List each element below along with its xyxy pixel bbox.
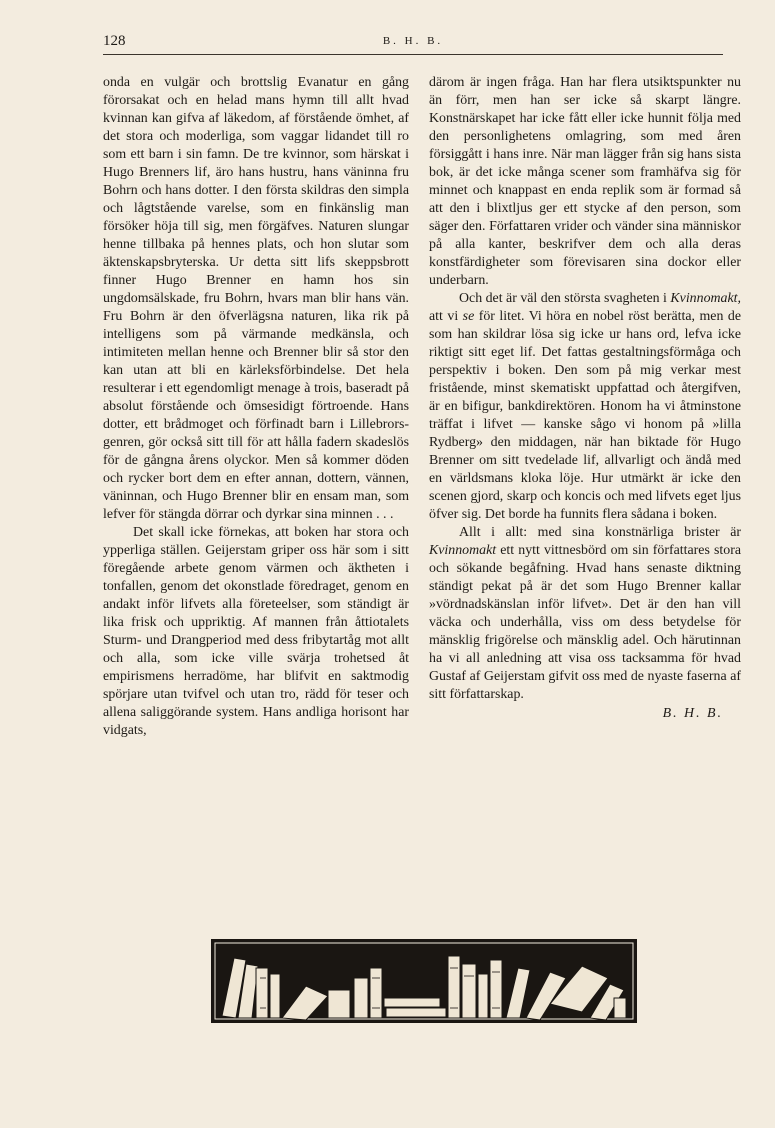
books-illustration-icon (210, 938, 638, 1024)
book-title: Kvinnomakt, (670, 291, 741, 306)
books-vignette-illustration (210, 938, 638, 1024)
right-paragraph-1: därom är ingen fråga. Han har flera utsiktspunkter nu än förr, men han ser icke så skarpt längre. Konstnärskapet har icke fått eller icke hunnit följa med den personlighetens omlagring, som med åren försiggått i hans inre. När man lägger från sig hans sista bok, är det icke många scener som framhäfva sig för minnet och knappast en enda replik som är formad så att den i blixtljus ger ett stycke af den person, som säger den. Författaren vrider och vänder sina människor på alla kanter, beskrifver dem och alla deras konstfärdigheter som förevisaren sina dockor eller underbarn. (429, 75, 741, 288)
running-head: B. H. B. (382, 35, 444, 47)
right-paragraph-3 (429, 524, 741, 704)
page-number: 128 (103, 33, 126, 49)
right-paragraph-2-text-a: Och det är väl den största svagheten i (459, 291, 671, 306)
right-paragraph-2 (429, 290, 741, 524)
right-paragraph-3-text-a: Allt i allt: med sina konstnärliga brister är (459, 525, 741, 540)
header-rule (103, 54, 723, 55)
right-column (429, 74, 741, 723)
right-paragraph-3-text-b: ett nytt vittnesbörd om sin författares stora och sökande begåfning. Hvad hans senaste diktning ständigt pekat på är det som Hugo Brenner kallar »vördnadskänslan inför lifvet». Det är den han vill väcka och underhålla, viss om dess betydelse för mänsklig frigörelse och mänsklig adel. Och härutinnan ha vi all anledning att visa oss tacksamma för hvad Gustaf af Geijerstam gifvit oss med de nyaste faserna af sitt författarskap. (429, 543, 741, 702)
author-signature: B. H. B. (662, 706, 723, 721)
right-paragraph-2-text-c: för litet. Vi höra en nobel röst berätta, men de som han skildrar lösa sig icke ur hans ord, lefva icke riktigt sitt eget lif. Det fattas gestaltningsförmåga och perspektiv i boken. Den som på mig verkar mest fristående, minst skematiskt uppfattad och återgifven, är en bifigur, bankdirektören. Honom ha vi åtminstone träffat i lifvet — kanske sågo vi honom på »lilla Rydberg» den middagen, när han biktade för Hugo Brenner om sitt tvedelade lif, allvarligt och ändå med en världsmans kloka löje. Hur utmärkt är icke den scenen gjord, skarp och koncis och med lifvets eget ljus öfver sig. Det borde ha funnits flera sådana i boken. (429, 309, 741, 522)
emphasis-se: se (462, 309, 475, 324)
left-paragraph-2: Det skall icke förnekas, att boken har stora och ypperliga ställen. Geijerstam griper oss här som i sitt föregående arbete genom värmen och äktheten i tonfallen, genom det okonstlade föredraget, genom en andakt inför lifvets alla företeelser, som ständigt är lika frisk och uppriktig. Af mannen från åttiotalets Sturm- und Drangperiod med dess fribytartåg mot allt och alla, som icke ville svärja trohetsed åt empirismens herradöme, har blifvit en saktmodig spörjare utan tvifvel och utan tro, rädd för teser och allena saliggörande system. Hans andliga horisont har vidgats, (103, 525, 409, 738)
book-title: Kvinnomakt (429, 543, 497, 558)
page-header (103, 33, 723, 55)
right-paragraph-2-text-b: att vi (429, 309, 463, 324)
left-column (103, 74, 409, 740)
left-paragraph-1: onda en vulgär och brottslig Evanatur en gång förorsakat och en helad mans hymn till allt hvad kvinnan kan gifva af läkedom, af förstående ömhet, af det stora och moderliga, som vaggar lidandet till ro som ett barn i sin famn. De tre kvinnor, som härskat i Hugo Brenners lif, äro hans hustru, hans väninna fru Bohrn och hans dotter. I den första skildras den simpla och lågtstående varelse, som en finkänslig man försöker höja till sig, men förgäfves. Naturen slungar henne tillbaka på hennes plats, och hon slutar som äktenskapsbryterska. Ur detta sitt lifs skeppsbrott finner Hugo Brenner en hamn hos sin ungdomsälskade, fru Bohrn, hvars man blir hans vän. Fru Bohrn är den öfverlägsna naturen, lika rik på intelligens som på värmande medkänsla, och intimiteten mellan henne och Brenner blir så stor den kan utan att bli en kärleksförbindelse. Det hela resulterar i ett egendomligt menage à trois, baseradt på absolut förstående och ömsesidigt förtroende. Hans dotter, ett brådmoget och förfinadt barn i Lillebrors-genren, gör också sitt till för att hålla fadern skadeslös för de gångna årens olyckor. Men så kommer döden och rycker bort dem en efter annan, dottern, vännen, väninnan, och Hugo Brenner blir en ensam man, som lefver för stängda dörrar och dyrkar sina minnen . . . (103, 75, 409, 522)
